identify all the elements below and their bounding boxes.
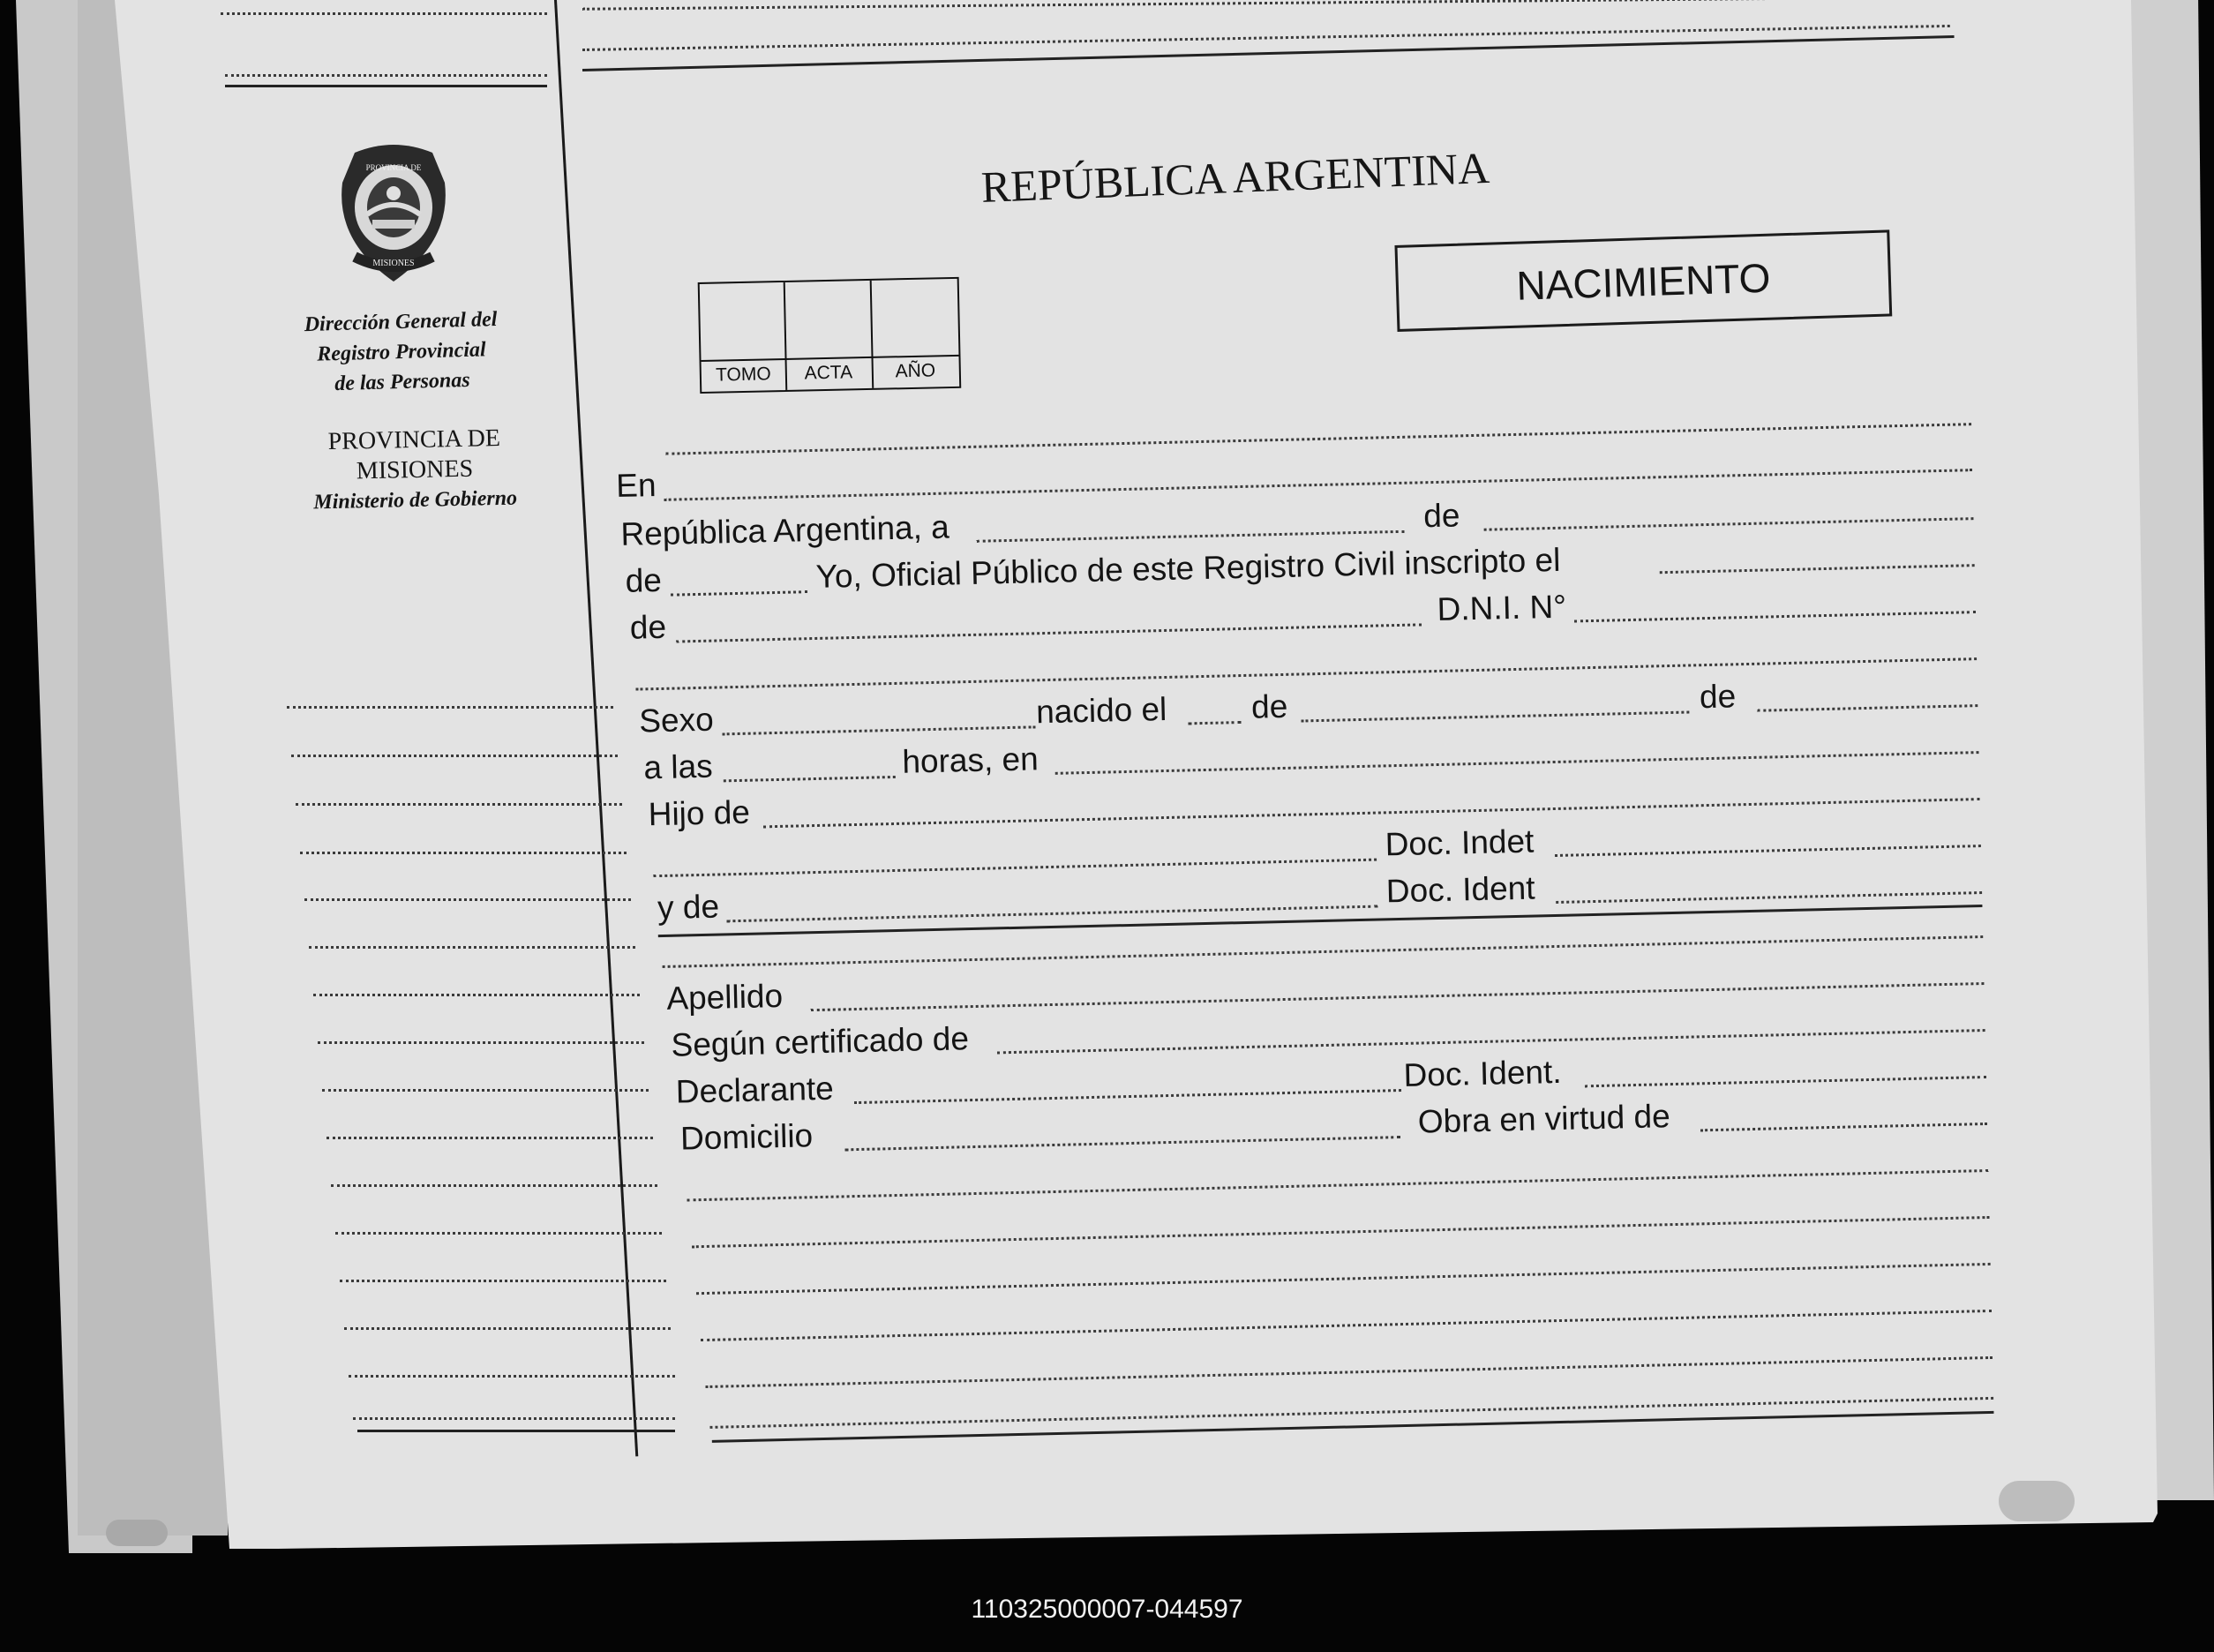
office-line: Dirección General del [304, 307, 498, 337]
entry-line [1585, 1076, 1986, 1087]
binder-ring [106, 1520, 168, 1546]
entry-line [854, 1089, 1401, 1104]
entry-line [687, 1169, 1989, 1201]
entry-line [844, 1136, 1400, 1151]
entry-line [1700, 1123, 1987, 1131]
entry-line [1555, 845, 1981, 857]
entry-line [1188, 721, 1241, 725]
country-title: REPÚBLICA ARGENTINA [979, 142, 1491, 212]
entry-line [1574, 611, 1976, 622]
crest-ring-text: MISIONES [372, 259, 415, 268]
label-a-las: a las [643, 747, 714, 786]
label-republica-a: República Argentina, a [620, 508, 950, 552]
office-line: Registro Provincial [317, 338, 486, 366]
entry-line [671, 590, 807, 597]
label-de: de [1699, 678, 1737, 716]
label-doc-ident: Doc. Ident. [1403, 1053, 1562, 1093]
entry-line [977, 530, 1405, 543]
bottom-rule [712, 1411, 1994, 1443]
binder-ring [1999, 1481, 2075, 1521]
entry-line [811, 982, 1985, 1011]
label-domicilio: Domicilio [679, 1117, 814, 1157]
entry-line [1484, 517, 1974, 531]
province-line: MISIONES [356, 454, 474, 485]
entry-line [1757, 704, 1978, 712]
entry-line [701, 1310, 1992, 1341]
label-y-de: y de [657, 888, 720, 927]
ano-label: AÑO [895, 360, 936, 382]
entry-line [1055, 751, 1979, 775]
entry-line [997, 1029, 1985, 1054]
label-yo-oficial: Yo, Oficial Público de este Registro Civil inscripto el [815, 541, 1561, 595]
entry-line [1660, 564, 1975, 574]
entry-line [1556, 891, 1982, 904]
entry-line [709, 1397, 1993, 1429]
label-declarante: Declarante [675, 1070, 835, 1110]
label-doc-indet: Doc. Indet [1385, 822, 1535, 863]
label-nacido-el: nacido el [1035, 690, 1167, 731]
label-de: de [625, 561, 663, 599]
entry-line [663, 935, 1984, 968]
label-de: de [1250, 687, 1288, 725]
entry-line [665, 423, 1971, 455]
label-horas-en: horas, en [901, 740, 1039, 780]
label-en: En [615, 467, 657, 505]
entry-line [692, 1216, 1990, 1248]
label-sexo: Sexo [638, 701, 715, 740]
label-hijo-de: Hijo de [648, 793, 751, 833]
label-segun-certificado: Según certificado de [671, 1020, 970, 1063]
entry-line [653, 859, 1377, 878]
acta-label: ACTA [804, 362, 853, 384]
entry-line [1301, 711, 1689, 723]
label-de: de [1422, 497, 1460, 535]
province-line: PROVINCIA DE [327, 424, 501, 456]
office-line: de las Personas [334, 368, 470, 396]
label-de: de [629, 608, 667, 646]
crest-ring-text: PROVINCIA DE [365, 163, 422, 172]
entry-line [664, 469, 1973, 501]
entry-line [705, 1356, 1993, 1388]
entry-line [763, 798, 1980, 828]
entry-line [696, 1263, 1991, 1295]
entry-line [723, 725, 1036, 735]
label-dni: D.N.I. N° [1437, 588, 1567, 627]
tomo-label: TOMO [715, 364, 771, 386]
entry-line [676, 623, 1422, 642]
section-rule [658, 905, 1983, 937]
record-type-label: NACIMIENTO [1515, 254, 1772, 309]
label-obra-en-virtud: Obra en virtud de [1417, 1098, 1671, 1140]
entry-line [724, 776, 896, 782]
barcode-number: 110325000007-044597 [971, 1595, 1243, 1624]
label-apellido: Apellido [665, 977, 784, 1017]
entry-line [635, 657, 1977, 690]
ministry-name: Ministerio de Gobierno [313, 486, 518, 514]
label-doc-ident: Doc. Ident [1385, 869, 1535, 910]
